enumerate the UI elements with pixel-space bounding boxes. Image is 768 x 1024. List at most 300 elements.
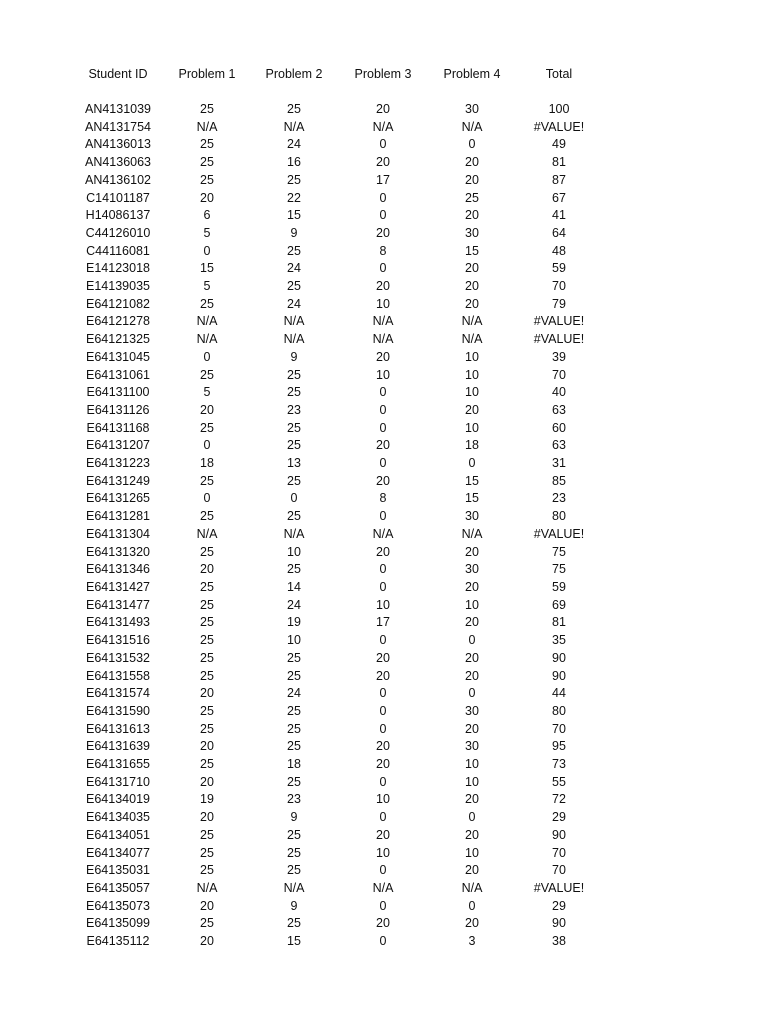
cell-problem-1: 18 [200,456,214,471]
header-problem-1: Problem 1 [178,67,236,81]
cell-problem-4: 20 [465,650,479,665]
cell-problem-4: 30 [465,225,479,240]
cell-problem-1: 5 [203,225,211,240]
cell-student-id: E64134051 [86,827,150,842]
table-row [74,437,604,455]
cell-problem-4: 25 [465,190,479,205]
cell-problem-3: N/A [372,332,394,347]
cell-problem-2: 13 [287,456,301,471]
table-row [74,172,604,190]
cell-problem-2: 25 [287,367,301,382]
cell-total: 90 [552,827,566,842]
cell-problem-3: N/A [372,880,394,895]
table-row [74,668,604,686]
blank-row [74,83,604,101]
cell-student-id: E64135031 [86,863,150,878]
cell-problem-3: 20 [376,827,390,842]
table-row [74,614,604,632]
cell-problem-3: 8 [379,491,387,506]
cell-student-id: E64131304 [86,526,150,541]
cell-problem-2: N/A [283,119,305,134]
table-row [74,225,604,243]
cell-total: 41 [552,208,566,223]
cell-student-id: E64131100 [86,385,150,400]
cell-problem-1: 5 [203,279,211,294]
cell-total: 73 [552,757,566,772]
table-row [74,260,604,278]
cell-problem-4: 0 [468,137,476,152]
cell-total: 35 [552,633,566,648]
cell-problem-3: 0 [379,261,387,276]
cell-total: 67 [552,190,566,205]
cell-problem-3: 20 [376,225,390,240]
cell-total: 70 [552,279,566,294]
cell-problem-3: 20 [376,349,390,364]
cell-total: 29 [552,898,566,913]
cell-problem-1: 20 [200,934,214,949]
cell-problem-2: 25 [287,721,301,736]
cell-problem-2: 25 [287,916,301,931]
cell-problem-3: 10 [376,845,390,860]
cell-problem-4: 15 [465,243,479,258]
cell-problem-3: 0 [379,686,387,701]
cell-problem-3: 20 [376,279,390,294]
cell-problem-2: 14 [287,579,301,594]
cell-problem-3: 0 [379,190,387,205]
table-row [74,490,604,508]
table-row [74,721,604,739]
cell-student-id: E14123018 [86,261,150,276]
cell-problem-4: 0 [468,898,476,913]
cell-problem-1: 25 [200,668,214,683]
cell-problem-3: 0 [379,863,387,878]
cell-student-id: E64131574 [86,686,150,701]
cell-student-id: E64131281 [86,509,150,524]
cell-total: 60 [552,420,566,435]
cell-student-id: E64131168 [86,420,150,435]
cell-student-id: H14086137 [85,208,151,223]
cell-problem-4: 20 [465,279,479,294]
cell-problem-1: 0 [203,243,211,258]
table-row [74,933,604,951]
cell-problem-3: 20 [376,916,390,931]
cell-student-id: AN4136013 [84,137,152,152]
cell-student-id: E64131710 [86,774,150,789]
cell-problem-2: 16 [287,155,301,170]
cell-problem-3: 20 [376,668,390,683]
cell-problem-2: 9 [290,225,298,240]
cell-total: 59 [552,579,566,594]
cell-problem-3: 10 [376,296,390,311]
cell-total: 90 [552,916,566,931]
cell-total: 79 [552,296,566,311]
cell-total: 70 [552,721,566,736]
table-row [74,313,604,331]
cell-total: #VALUE! [533,526,585,541]
cell-problem-2: 25 [287,243,301,258]
cell-total: 90 [552,650,566,665]
cell-problem-4: 20 [465,155,479,170]
cell-problem-3: 17 [376,615,390,630]
cell-problem-4: 18 [465,438,479,453]
cell-problem-4: 20 [465,827,479,842]
cell-problem-1: N/A [196,526,218,541]
cell-problem-2: N/A [283,314,305,329]
table-row [74,384,604,402]
table-row [74,402,604,420]
cell-student-id: AN4131754 [84,119,152,134]
cell-problem-2: 15 [287,934,301,949]
table-row [74,331,604,349]
cell-problem-3: 20 [376,650,390,665]
cell-problem-3: N/A [372,119,394,134]
cell-problem-1: 19 [200,792,214,807]
cell-problem-2: 25 [287,650,301,665]
cell-problem-1: 25 [200,579,214,594]
cell-problem-3: 10 [376,367,390,382]
cell-student-id: AN4131039 [84,102,152,116]
cell-student-id: E64131427 [86,579,150,594]
table-row [74,544,604,562]
table-row [74,508,604,526]
cell-problem-1: 25 [200,597,214,612]
cell-problem-2: 24 [287,686,301,701]
cell-total: 80 [552,703,566,718]
cell-problem-4: 15 [465,491,479,506]
cell-problem-1: 25 [200,615,214,630]
table-row [74,367,604,385]
cell-problem-3: 20 [376,544,390,559]
cell-problem-4: 10 [465,349,479,364]
cell-problem-3: 0 [379,579,387,594]
cell-problem-2: 9 [290,349,298,364]
cell-problem-2: 15 [287,208,301,223]
cell-total: 23 [552,491,566,506]
cell-problem-4: 20 [465,792,479,807]
cell-problem-2: 23 [287,792,301,807]
cell-total: 49 [552,137,566,152]
cell-problem-3: 20 [376,757,390,772]
header-problem-4: Problem 4 [443,67,501,81]
cell-student-id: E64134077 [86,845,150,860]
table-row [74,898,604,916]
cell-problem-3: 20 [376,102,390,116]
cell-problem-4: 0 [468,686,476,701]
cell-total: 44 [552,686,566,701]
cell-problem-1: N/A [196,314,218,329]
cell-problem-1: 25 [200,509,214,524]
table-row [74,703,604,721]
cell-total: 63 [552,402,566,417]
cell-problem-4: 0 [468,633,476,648]
cell-problem-2: 25 [287,774,301,789]
cell-problem-4: 30 [465,509,479,524]
cell-student-id: E64131558 [86,668,150,683]
header-problem-2: Problem 2 [265,67,323,81]
cell-problem-4: 20 [465,668,479,683]
cell-total: #VALUE! [533,880,585,895]
cell-problem-3: 0 [379,420,387,435]
cell-problem-2: 0 [290,491,298,506]
cell-problem-1: 25 [200,544,214,559]
table-body [74,83,604,951]
cell-problem-1: 0 [203,438,211,453]
cell-problem-2: 25 [287,562,301,577]
cell-problem-2: 22 [287,190,301,205]
cell-total: 87 [552,172,566,187]
cell-problem-1: 5 [203,385,211,400]
table-row [74,420,604,438]
cell-total: 95 [552,739,566,754]
cell-problem-1: N/A [196,332,218,347]
cell-problem-2: 10 [287,544,301,559]
cell-student-id: E64131532 [86,650,150,665]
cell-problem-2: N/A [283,332,305,347]
cell-student-id: E64135112 [86,934,150,949]
cell-student-id: E64131613 [86,721,150,736]
cell-problem-1: 25 [200,155,214,170]
cell-problem-1: 25 [200,827,214,842]
cell-problem-1: 25 [200,367,214,382]
cell-problem-2: 25 [287,473,301,488]
cell-student-id: E64131320 [86,544,150,559]
cell-problem-1: 20 [200,402,214,417]
cell-total: 90 [552,668,566,683]
cell-problem-1: 20 [200,739,214,754]
table-row [74,809,604,827]
table-row [74,473,604,491]
table-row [74,685,604,703]
cell-student-id: E64121278 [86,314,150,329]
cell-total: 63 [552,438,566,453]
cell-problem-3: 0 [379,562,387,577]
cell-problem-2: 25 [287,385,301,400]
cell-student-id: E64131126 [86,402,150,417]
cell-problem-4: 20 [465,402,479,417]
cell-problem-3: 20 [376,438,390,453]
table-row [74,756,604,774]
cell-problem-2: 25 [287,509,301,524]
cell-total: 69 [552,597,566,612]
cell-problem-4: 30 [465,739,479,754]
cell-student-id: E64131516 [86,633,150,648]
table-row [74,880,604,898]
cell-problem-4: 10 [465,420,479,435]
table-row [74,597,604,615]
cell-problem-2: 9 [290,898,298,913]
cell-problem-4: 20 [465,579,479,594]
cell-problem-2: 25 [287,420,301,435]
cell-problem-3: 0 [379,456,387,471]
cell-problem-2: 18 [287,757,301,772]
cell-problem-1: 25 [200,863,214,878]
cell-student-id: AN4136063 [84,155,152,170]
cell-student-id: C14101187 [86,190,150,205]
cell-problem-1: 25 [200,420,214,435]
table-row [74,243,604,261]
cell-total: 72 [552,792,566,807]
cell-student-id: E64121325 [86,332,150,347]
cell-student-id: E14139035 [86,279,150,294]
table-row [74,119,604,137]
cell-student-id: E64131207 [86,438,150,453]
cell-total: #VALUE! [533,119,585,134]
cell-problem-3: 0 [379,703,387,718]
cell-problem-4: 20 [465,615,479,630]
table-row [74,455,604,473]
cell-total: 70 [552,845,566,860]
cell-problem-4: N/A [461,880,483,895]
cell-problem-1: 20 [200,562,214,577]
cell-problem-2: 25 [287,279,301,294]
cell-problem-2: 25 [287,668,301,683]
cell-problem-3: 0 [379,898,387,913]
cell-problem-1: 25 [200,633,214,648]
cell-total: 39 [552,349,566,364]
cell-problem-1: 6 [203,208,211,223]
cell-problem-1: 25 [200,703,214,718]
header-problem-3: Problem 3 [354,67,412,81]
cell-total: 38 [552,934,566,949]
cell-problem-1: 25 [200,845,214,860]
cell-problem-1: 25 [200,473,214,488]
cell-problem-3: 0 [379,509,387,524]
cell-problem-4: 10 [465,757,479,772]
cell-problem-1: 0 [203,491,211,506]
cell-problem-3: 0 [379,208,387,223]
cell-student-id: E64131249 [86,473,150,488]
cell-problem-1: 20 [200,898,214,913]
cell-problem-1: 25 [200,137,214,152]
cell-student-id: E64131223 [86,456,150,471]
cell-problem-2: 25 [287,827,301,842]
cell-problem-2: 25 [287,703,301,718]
cell-student-id: AN4136102 [84,172,152,187]
cell-total: 64 [552,225,566,240]
cell-problem-2: 25 [287,102,301,116]
cell-problem-2: 24 [287,597,301,612]
cell-problem-3: 0 [379,633,387,648]
cell-problem-1: 25 [200,721,214,736]
cell-problem-4: 10 [465,597,479,612]
table-row [74,154,604,172]
cell-problem-3: 0 [379,810,387,825]
cell-student-id: E64131265 [86,491,150,506]
cell-student-id: E64131655 [86,757,150,772]
cell-problem-1: 20 [200,190,214,205]
cell-problem-4: 30 [465,102,479,116]
cell-problem-4: 30 [465,703,479,718]
cell-problem-3: N/A [372,526,394,541]
cell-problem-3: 0 [379,774,387,789]
cell-problem-4: 20 [465,544,479,559]
cell-problem-4: 10 [465,774,479,789]
table-row [74,349,604,367]
table-row [74,862,604,880]
cell-student-id: C44126010 [85,225,151,240]
cell-problem-2: 25 [287,863,301,878]
table-header [74,66,604,83]
cell-problem-4: 30 [465,562,479,577]
table-row [74,845,604,863]
cell-problem-4: 20 [465,261,479,276]
cell-problem-3: 0 [379,385,387,400]
table-row [74,101,604,119]
cell-total: 80 [552,509,566,524]
cell-total: 31 [552,456,566,471]
score-table [74,66,604,951]
cell-problem-2: 25 [287,845,301,860]
cell-problem-3: 8 [379,243,387,258]
cell-problem-1: N/A [196,119,218,134]
cell-problem-1: 20 [200,810,214,825]
cell-problem-2: 24 [287,261,301,276]
cell-problem-1: 20 [200,686,214,701]
cell-problem-1: 15 [200,261,214,276]
cell-problem-1: 0 [203,349,211,364]
cell-problem-4: 20 [465,208,479,223]
table-row [74,296,604,314]
cell-student-id: E64131477 [86,597,150,612]
table-row [74,632,604,650]
cell-student-id: E64121082 [86,296,150,311]
cell-problem-2: 9 [290,810,298,825]
cell-problem-4: 10 [465,367,479,382]
cell-problem-2: 23 [287,402,301,417]
cell-problem-3: 0 [379,721,387,736]
cell-problem-2: N/A [283,880,305,895]
cell-problem-4: N/A [461,119,483,134]
cell-student-id: E64134035 [86,810,150,825]
cell-problem-3: 0 [379,934,387,949]
cell-problem-3: 10 [376,792,390,807]
cell-total: #VALUE! [533,332,585,347]
cell-problem-2: 19 [287,615,301,630]
cell-total: 55 [552,774,566,789]
cell-problem-4: 10 [465,385,479,400]
cell-problem-4: 20 [465,172,479,187]
cell-problem-2: 24 [287,137,301,152]
cell-total: 48 [552,243,566,258]
table-row [74,278,604,296]
cell-problem-4: 15 [465,473,479,488]
table-row [74,650,604,668]
cell-student-id: E64131061 [86,367,150,382]
cell-total: 100 [548,102,570,116]
cell-student-id: E64135099 [86,916,150,931]
table-row [74,738,604,756]
cell-problem-3: 0 [379,402,387,417]
cell-total: 59 [552,261,566,276]
cell-total: #VALUE! [533,314,585,329]
cell-problem-4: 20 [465,296,479,311]
cell-problem-1: 20 [200,774,214,789]
cell-total: 40 [552,385,566,400]
cell-problem-2: 10 [287,633,301,648]
header-student-id: Student ID [88,67,148,81]
cell-total: 75 [552,544,566,559]
cell-problem-3: 20 [376,155,390,170]
table-row [74,207,604,225]
cell-total: 70 [552,367,566,382]
cell-problem-2: 25 [287,438,301,453]
header-row [74,66,604,83]
cell-problem-3: 20 [376,473,390,488]
cell-problem-1: 25 [200,102,214,116]
cell-problem-4: N/A [461,314,483,329]
cell-problem-4: 3 [468,934,476,949]
cell-student-id: E64131045 [86,349,150,364]
